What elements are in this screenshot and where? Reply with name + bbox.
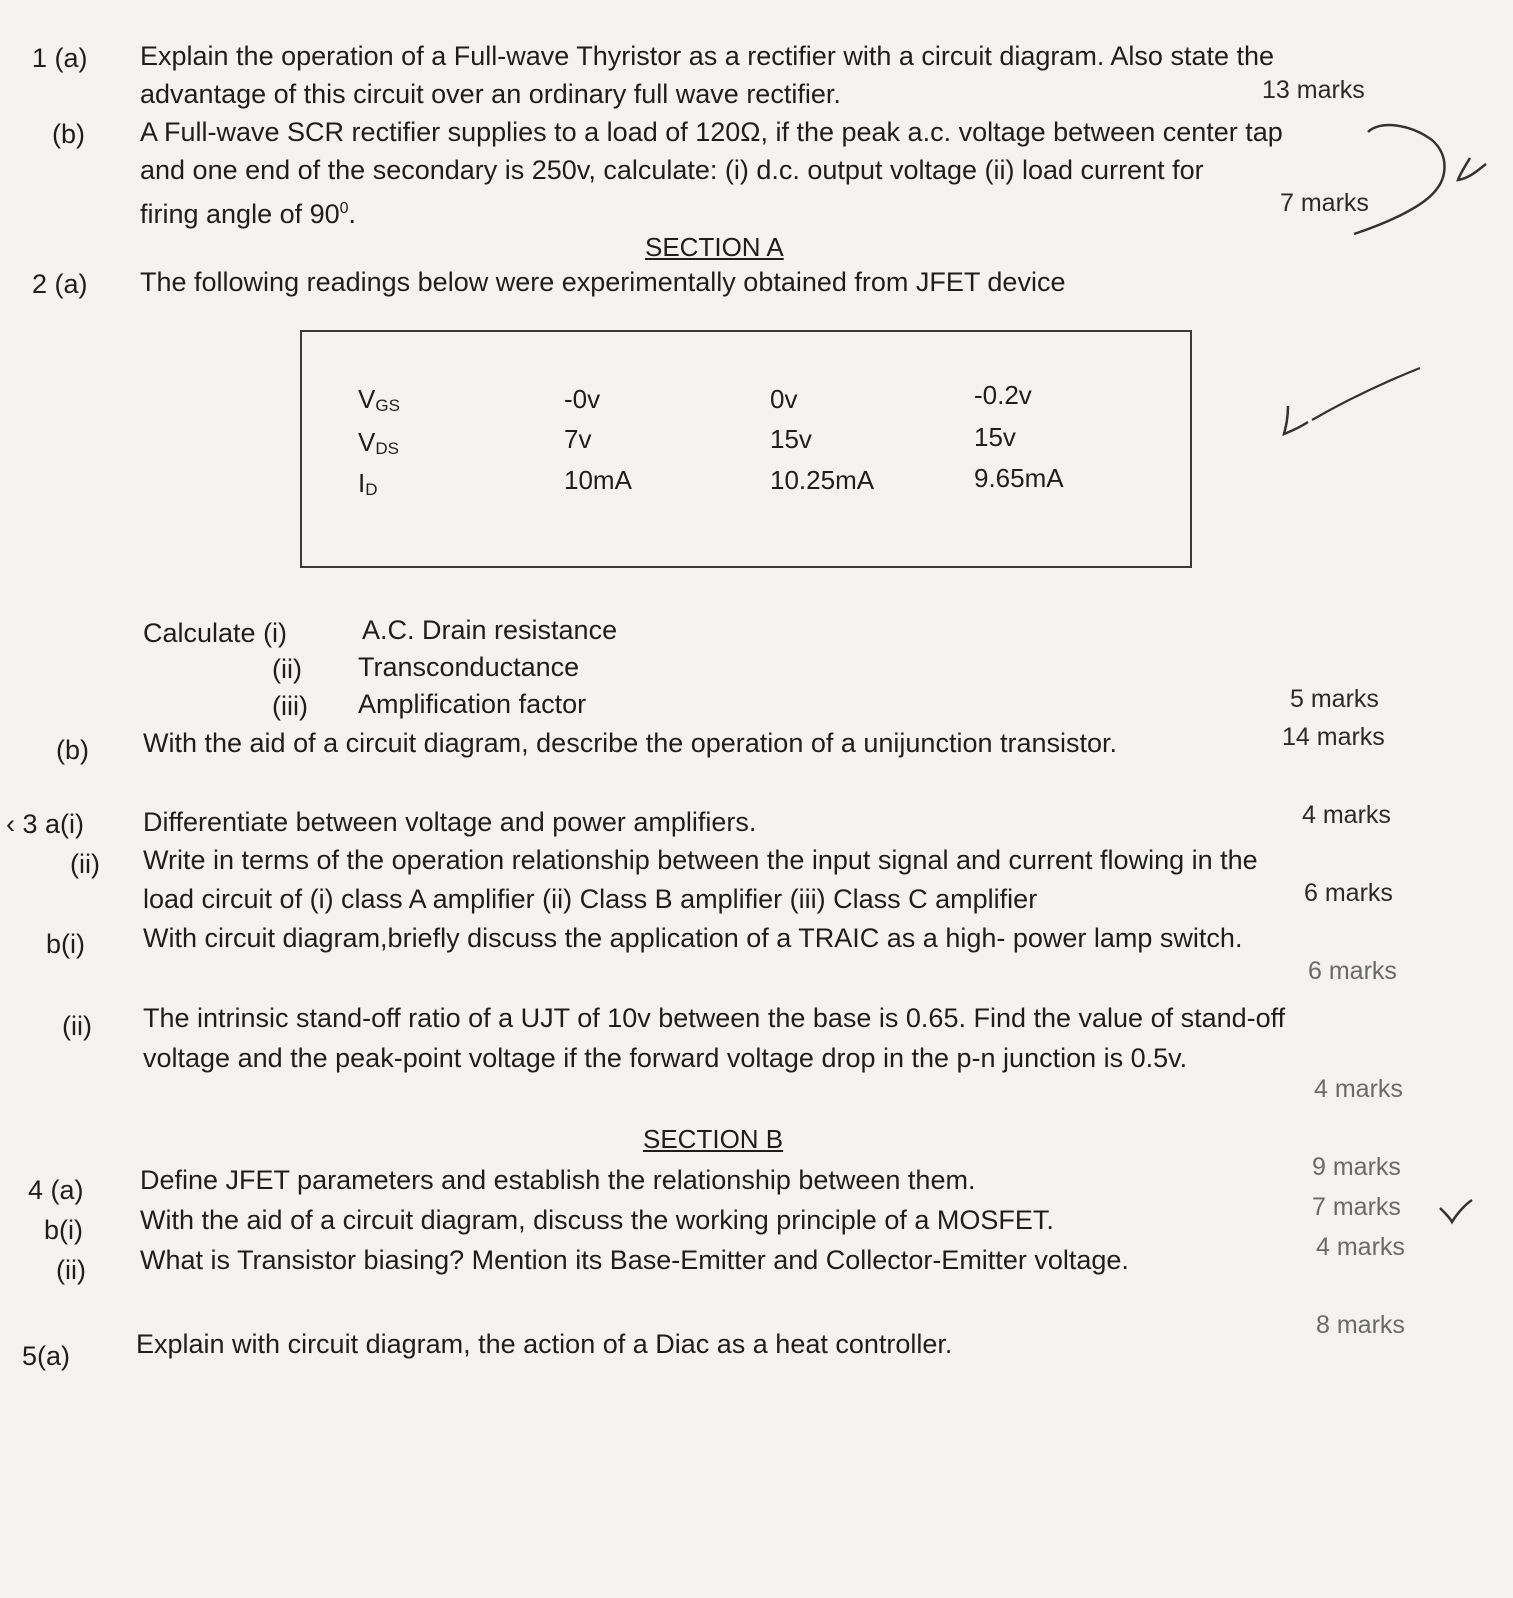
q2b-marks: 14 marks bbox=[1282, 723, 1385, 751]
q3bi-marks: 6 marks bbox=[1308, 957, 1397, 985]
q1b-text-line3: firing angle of $90^0$. bbox=[140, 199, 357, 229]
q3bi-number: b(i) bbox=[46, 929, 85, 959]
q4bi-text-line1: With the aid of a circuit diagram, discuss the working principle of a MOSFET. bbox=[140, 1205, 1054, 1235]
handwritten-tick-mark bbox=[1280, 362, 1430, 442]
table-cell: 10.25mA bbox=[770, 465, 875, 495]
q4bii-marks: 4 marks bbox=[1316, 1233, 1405, 1261]
table-row-label-id: $I_D$ bbox=[358, 468, 378, 499]
table-row-label-vds: $V_{DS}$ bbox=[358, 427, 399, 458]
q3bii-marks: 4 marks bbox=[1314, 1075, 1403, 1103]
q2a-calc-iii-number: (iii) bbox=[272, 691, 308, 721]
q2a-calc-iii: Amplification factor bbox=[358, 689, 587, 719]
table-cell: -0v bbox=[564, 384, 601, 414]
q2a-marks: 5 marks bbox=[1290, 685, 1379, 713]
table-cell: 9.65mA bbox=[974, 463, 1064, 493]
q1a-marks: 13 marks bbox=[1262, 76, 1365, 104]
q4bi-marks: 7 marks bbox=[1312, 1193, 1401, 1221]
q3ai-marks: 4 marks bbox=[1302, 801, 1391, 829]
q2a-calc-ii-number: (ii) bbox=[272, 654, 302, 684]
q5a-marks: 8 marks bbox=[1316, 1311, 1405, 1339]
q3aii-number: (ii) bbox=[70, 849, 100, 879]
q4a-text-line1: Define JFET parameters and establish the relationship between them. bbox=[140, 1165, 976, 1195]
q3aii-marks: 6 marks bbox=[1304, 879, 1393, 907]
q3bii-text-line1: The intrinsic stand-off ratio of a UJT of 10v between the base is 0.65. Find the value of stand-off bbox=[143, 1003, 1286, 1033]
q1a-text-line1: Explain the operation of a Full-wave Thyristor as a rectifier with a circuit diagram. Also state the bbox=[140, 41, 1275, 71]
q4a-marks: 9 marks bbox=[1312, 1153, 1401, 1181]
table-cell: 10mA bbox=[564, 465, 632, 495]
q1a-text-line2: advantage of this circuit over an ordinary full wave rectifier. bbox=[140, 79, 841, 109]
q2a-calc-ii: Transconductance bbox=[358, 652, 580, 682]
q2a-calc-label: Calculate (i) bbox=[143, 618, 288, 648]
q3bii-number: (ii) bbox=[62, 1011, 92, 1041]
q4bi-number: b(i) bbox=[44, 1215, 83, 1245]
q1b-text-line1: A Full-wave SCR rectifier supplies to a load of 120Ω, if the peak a.c. voltage between center tap bbox=[140, 117, 1283, 147]
table-row-label-vgs: $V_{GS}$ bbox=[358, 384, 400, 415]
table-cell: 15v bbox=[770, 424, 812, 454]
handwritten-brace-mark bbox=[1340, 118, 1510, 248]
q3bii-text-line2: voltage and the peak-point voltage if the forward voltage drop in the p-n junction is 0.5v. bbox=[143, 1043, 1188, 1073]
table-cell: -0.2v bbox=[974, 380, 1032, 410]
table-cell: 7v bbox=[564, 424, 592, 454]
q2a-text-line1: The following readings below were experimentally obtained from JFET device bbox=[140, 267, 1066, 297]
q1a-number: 1 (a) bbox=[32, 43, 88, 73]
section-a-heading: SECTION A bbox=[645, 232, 784, 262]
handwritten-check-mark bbox=[1436, 1196, 1476, 1226]
q3bi-text-line1: With circuit diagram,briefly discuss the application of a TRAIC as a high- power lamp switch. bbox=[143, 923, 1243, 953]
q2a-number: 2 (a) bbox=[32, 269, 88, 299]
table-cell: 15v bbox=[974, 422, 1016, 452]
q3aii-text-line1: Write in terms of the operation relationship between the input signal and current flowing in the bbox=[143, 845, 1258, 875]
q1b-marks: 7 marks bbox=[1280, 189, 1369, 217]
jfet-readings-table bbox=[300, 330, 1192, 568]
q4a-number: 4 (a) bbox=[28, 1175, 84, 1205]
q3aii-text-line2: load circuit of (i) class A amplifier (ii) Class B amplifier (iii) Class C amplifier bbox=[143, 884, 1038, 914]
q4bii-number: (ii) bbox=[56, 1255, 86, 1285]
q3ai-number: ‹ 3 a(i) bbox=[6, 809, 85, 839]
q1b-number: (b) bbox=[52, 119, 85, 149]
q5a-number: 5(a) bbox=[22, 1341, 71, 1371]
q2a-calc-i: A.C. Drain resistance bbox=[362, 615, 618, 645]
q1b-text-line2: and one end of the secondary is 250v, calculate: (i) d.c. output voltage (ii) load current for bbox=[140, 155, 1204, 185]
q3ai-text-line1: Differentiate between voltage and power amplifiers. bbox=[143, 807, 757, 837]
q2b-number: (b) bbox=[56, 735, 89, 765]
q4bii-text-line1: What is Transistor biasing? Mention its Base-Emitter and Collector-Emitter voltage. bbox=[140, 1245, 1129, 1275]
table-cell: 0v bbox=[770, 384, 798, 414]
q2b-text-line1: With the aid of a circuit diagram, describe the operation of a unijunction transistor. bbox=[143, 728, 1118, 758]
q5a-text-line1: Explain with circuit diagram, the action of a Diac as a heat controller. bbox=[136, 1329, 953, 1359]
section-b-heading: SECTION B bbox=[643, 1124, 784, 1154]
